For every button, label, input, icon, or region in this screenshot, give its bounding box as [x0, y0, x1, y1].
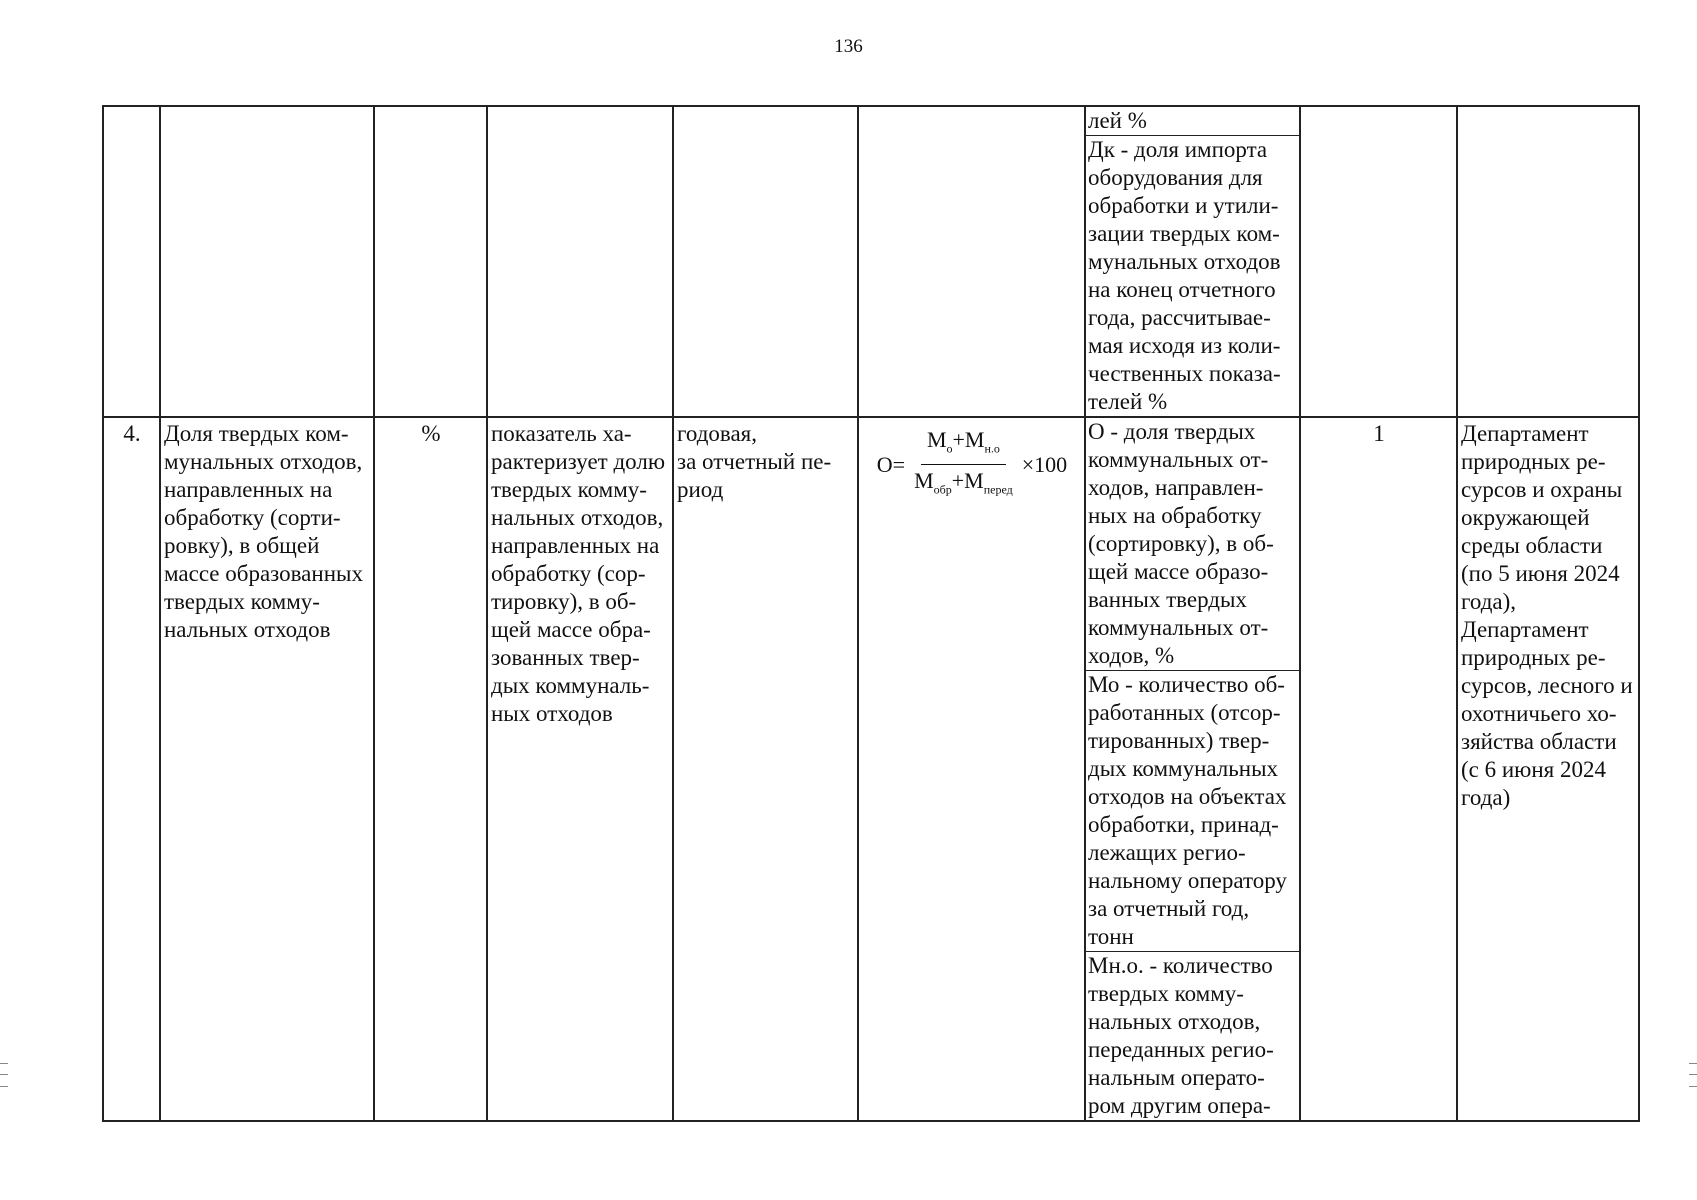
variable-description: Дк - доля импорта оборудования для обработки и утили- зации твердых ком- мунальных отходов на конец отчетного года, рассчитывае- мая исходя из коли- чественных показа- телей % — [1088, 137, 1281, 414]
cell-definition: показатель ха- рактеризует долю твердых комму- нальных отходов, направленных на обработку (сор- тировку), в об- щей массе обра- зованных твер- дых коммуналь- ных отходов — [487, 417, 673, 1121]
variable-description: О - доля твердых коммунальных от- ходов, направлен- ных на обработку (сортировку), в об- щей массе образо- ванных твердых коммунальных от- ходов, % — [1086, 418, 1299, 671]
scan-edge-mark — [1689, 1063, 1697, 1087]
variable-description: Мо - количество об- работанных (отсор- тированных) твер- дых коммунальных отходов на объектах обработки, принад- лежащих регио- нальному оператору за отчетный год, тонн — [1086, 671, 1299, 952]
variable-description: Мн.о. - количество твердых комму- нальных отходов, переданных регио- нальным операто- ром другим опера- — [1088, 953, 1274, 1118]
formula-fraction — [908, 426, 1019, 504]
cell-formula-cont — [858, 106, 1085, 417]
table-row-continuation — [103, 106, 1639, 417]
cell-indicator-name: Доля твердых ком- мунальных отходов, направленных на обработку (сорти- ровку), в общей массе образованных твердых комму- нальных отходов — [160, 417, 374, 1121]
cell-variables-cont — [1085, 106, 1300, 417]
cell-number-cont — [103, 106, 160, 417]
cell-number: 4. — [103, 417, 160, 1121]
cell-source: 1 — [1300, 417, 1457, 1121]
cell-responsible-cont — [1457, 106, 1639, 417]
cell-variables — [1085, 417, 1300, 1121]
indicators-table — [102, 105, 1640, 1122]
table-row-indicator-4 — [103, 417, 1639, 1121]
cell-periodicity-cont — [673, 106, 858, 417]
cell-source-cont — [1300, 106, 1457, 417]
cell-name-cont — [160, 106, 374, 417]
cell-unit-cont — [374, 106, 487, 417]
cell-periodicity: годовая, за отчетный пе- риод — [673, 417, 858, 1121]
formula-denominator: $М_{обр}+М_{перед}$ — [914, 468, 1013, 497]
cell-unit: % — [374, 417, 487, 1121]
scan-edge-mark — [0, 1063, 8, 1087]
formula-numerator: $М_о+М_{н.о}$ — [921, 426, 1006, 465]
formula — [862, 420, 1082, 504]
formula-lhs: О= — [876, 451, 906, 477]
cell-formula — [858, 417, 1085, 1121]
variable-description: лей % — [1086, 107, 1299, 136]
formula-multiplier: ×100 — [1021, 451, 1068, 477]
cell-responsible: Департамент природных ре- сурсов и охраны окружающей среды области (по 5 июня 2024 года), Департамент природных ре- сурсов, лесного и охотничьего хо- зяйства области (с 6 июня 2024 года) — [1457, 417, 1639, 1121]
page-number: 136 — [834, 36, 863, 57]
cell-definition-cont — [487, 106, 673, 417]
